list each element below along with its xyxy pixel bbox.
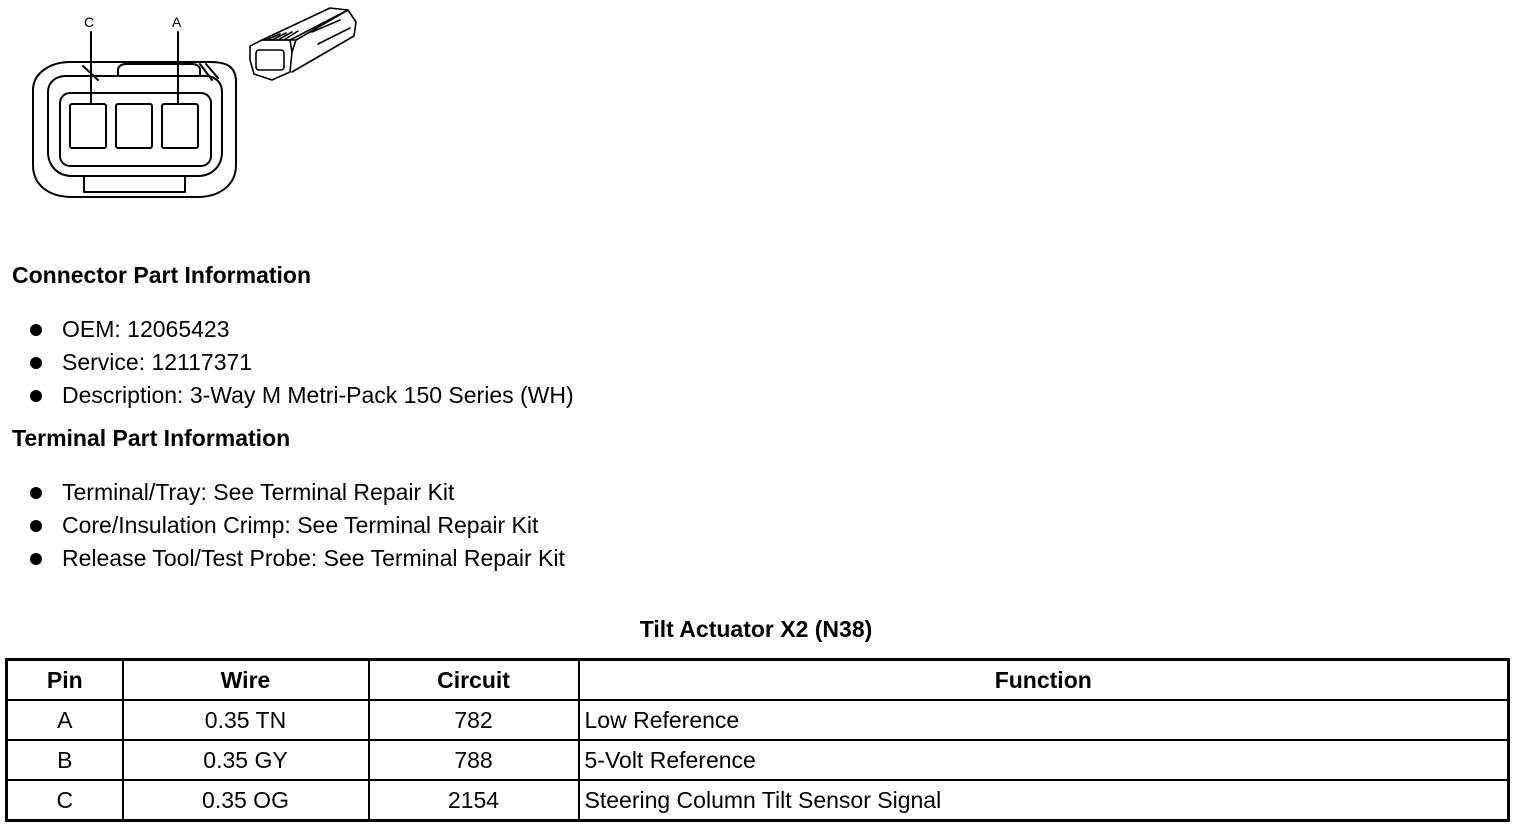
header-pin: Pin xyxy=(7,660,123,701)
latch-guide-right xyxy=(200,64,212,80)
connector-3d-view xyxy=(250,8,356,80)
cell-wire: 0.35 TN xyxy=(123,700,369,740)
terminal-info-list xyxy=(30,476,565,575)
cell-pin: A xyxy=(7,700,123,740)
connector-face-view xyxy=(33,14,236,197)
connector-inner-shell xyxy=(48,76,222,176)
connector-info-list xyxy=(30,313,574,412)
cell-wire: 0.35 OG xyxy=(123,780,369,821)
cell-wire: 0.35 GY xyxy=(123,740,369,780)
cell-pin: B xyxy=(7,740,123,780)
table-row xyxy=(7,740,1509,780)
bottom-key xyxy=(84,176,185,192)
table-row xyxy=(7,700,1509,740)
cell-circuit: 788 xyxy=(369,740,579,780)
pinout-table xyxy=(5,658,1510,822)
list-item-text: Description: 3-Way M Metri-Pack 150 Series (WH) xyxy=(62,382,574,408)
list-item-text: OEM: 12065423 xyxy=(62,316,230,342)
list-item-text: Core/Insulation Crimp: See Terminal Repair Kit xyxy=(62,512,539,538)
cell-function: Low Reference xyxy=(579,700,1509,740)
connector-3d-edge xyxy=(292,40,296,52)
cavity-c xyxy=(70,104,106,148)
list-item xyxy=(30,379,574,412)
cell-pin: C xyxy=(7,780,123,821)
pin-label-c: C xyxy=(84,14,95,30)
bullet-icon xyxy=(30,390,42,402)
connector-diagram xyxy=(0,0,380,210)
bullet-icon xyxy=(30,520,42,532)
list-item-text: Release Tool/Test Probe: See Terminal Repair Kit xyxy=(62,545,565,571)
terminal-info-heading: Terminal Part Information xyxy=(12,425,291,451)
table-header-row xyxy=(7,660,1509,701)
bullet-icon xyxy=(30,553,42,565)
bullet-icon xyxy=(30,357,42,369)
table-row xyxy=(7,780,1509,821)
bullet-icon xyxy=(30,487,42,499)
list-item xyxy=(30,542,565,575)
latch-tab xyxy=(118,64,200,76)
connector-3d-opening xyxy=(256,50,284,70)
header-function: Function xyxy=(579,660,1509,701)
cell-circuit: 782 xyxy=(369,700,579,740)
cell-function: 5-Volt Reference xyxy=(579,740,1509,780)
list-item-text: Terminal/Tray: See Terminal Repair Kit xyxy=(62,479,455,505)
cell-circuit: 2154 xyxy=(369,780,579,821)
list-item xyxy=(30,346,574,379)
connector-info-heading: Connector Part Information xyxy=(12,262,312,288)
list-item xyxy=(30,509,565,542)
list-item-text: Service: 12117371 xyxy=(62,349,253,375)
cell-function: Steering Column Tilt Sensor Signal xyxy=(579,780,1509,821)
list-item xyxy=(30,313,574,346)
pin-label-a: A xyxy=(172,14,182,30)
table-title: Tilt Actuator X2 (N38) xyxy=(639,616,873,642)
header-wire: Wire xyxy=(123,660,369,701)
cavity-a xyxy=(162,104,198,148)
cavity-b xyxy=(116,104,152,148)
header-circuit: Circuit xyxy=(369,660,579,701)
list-item xyxy=(30,476,565,509)
bullet-icon xyxy=(30,324,42,336)
